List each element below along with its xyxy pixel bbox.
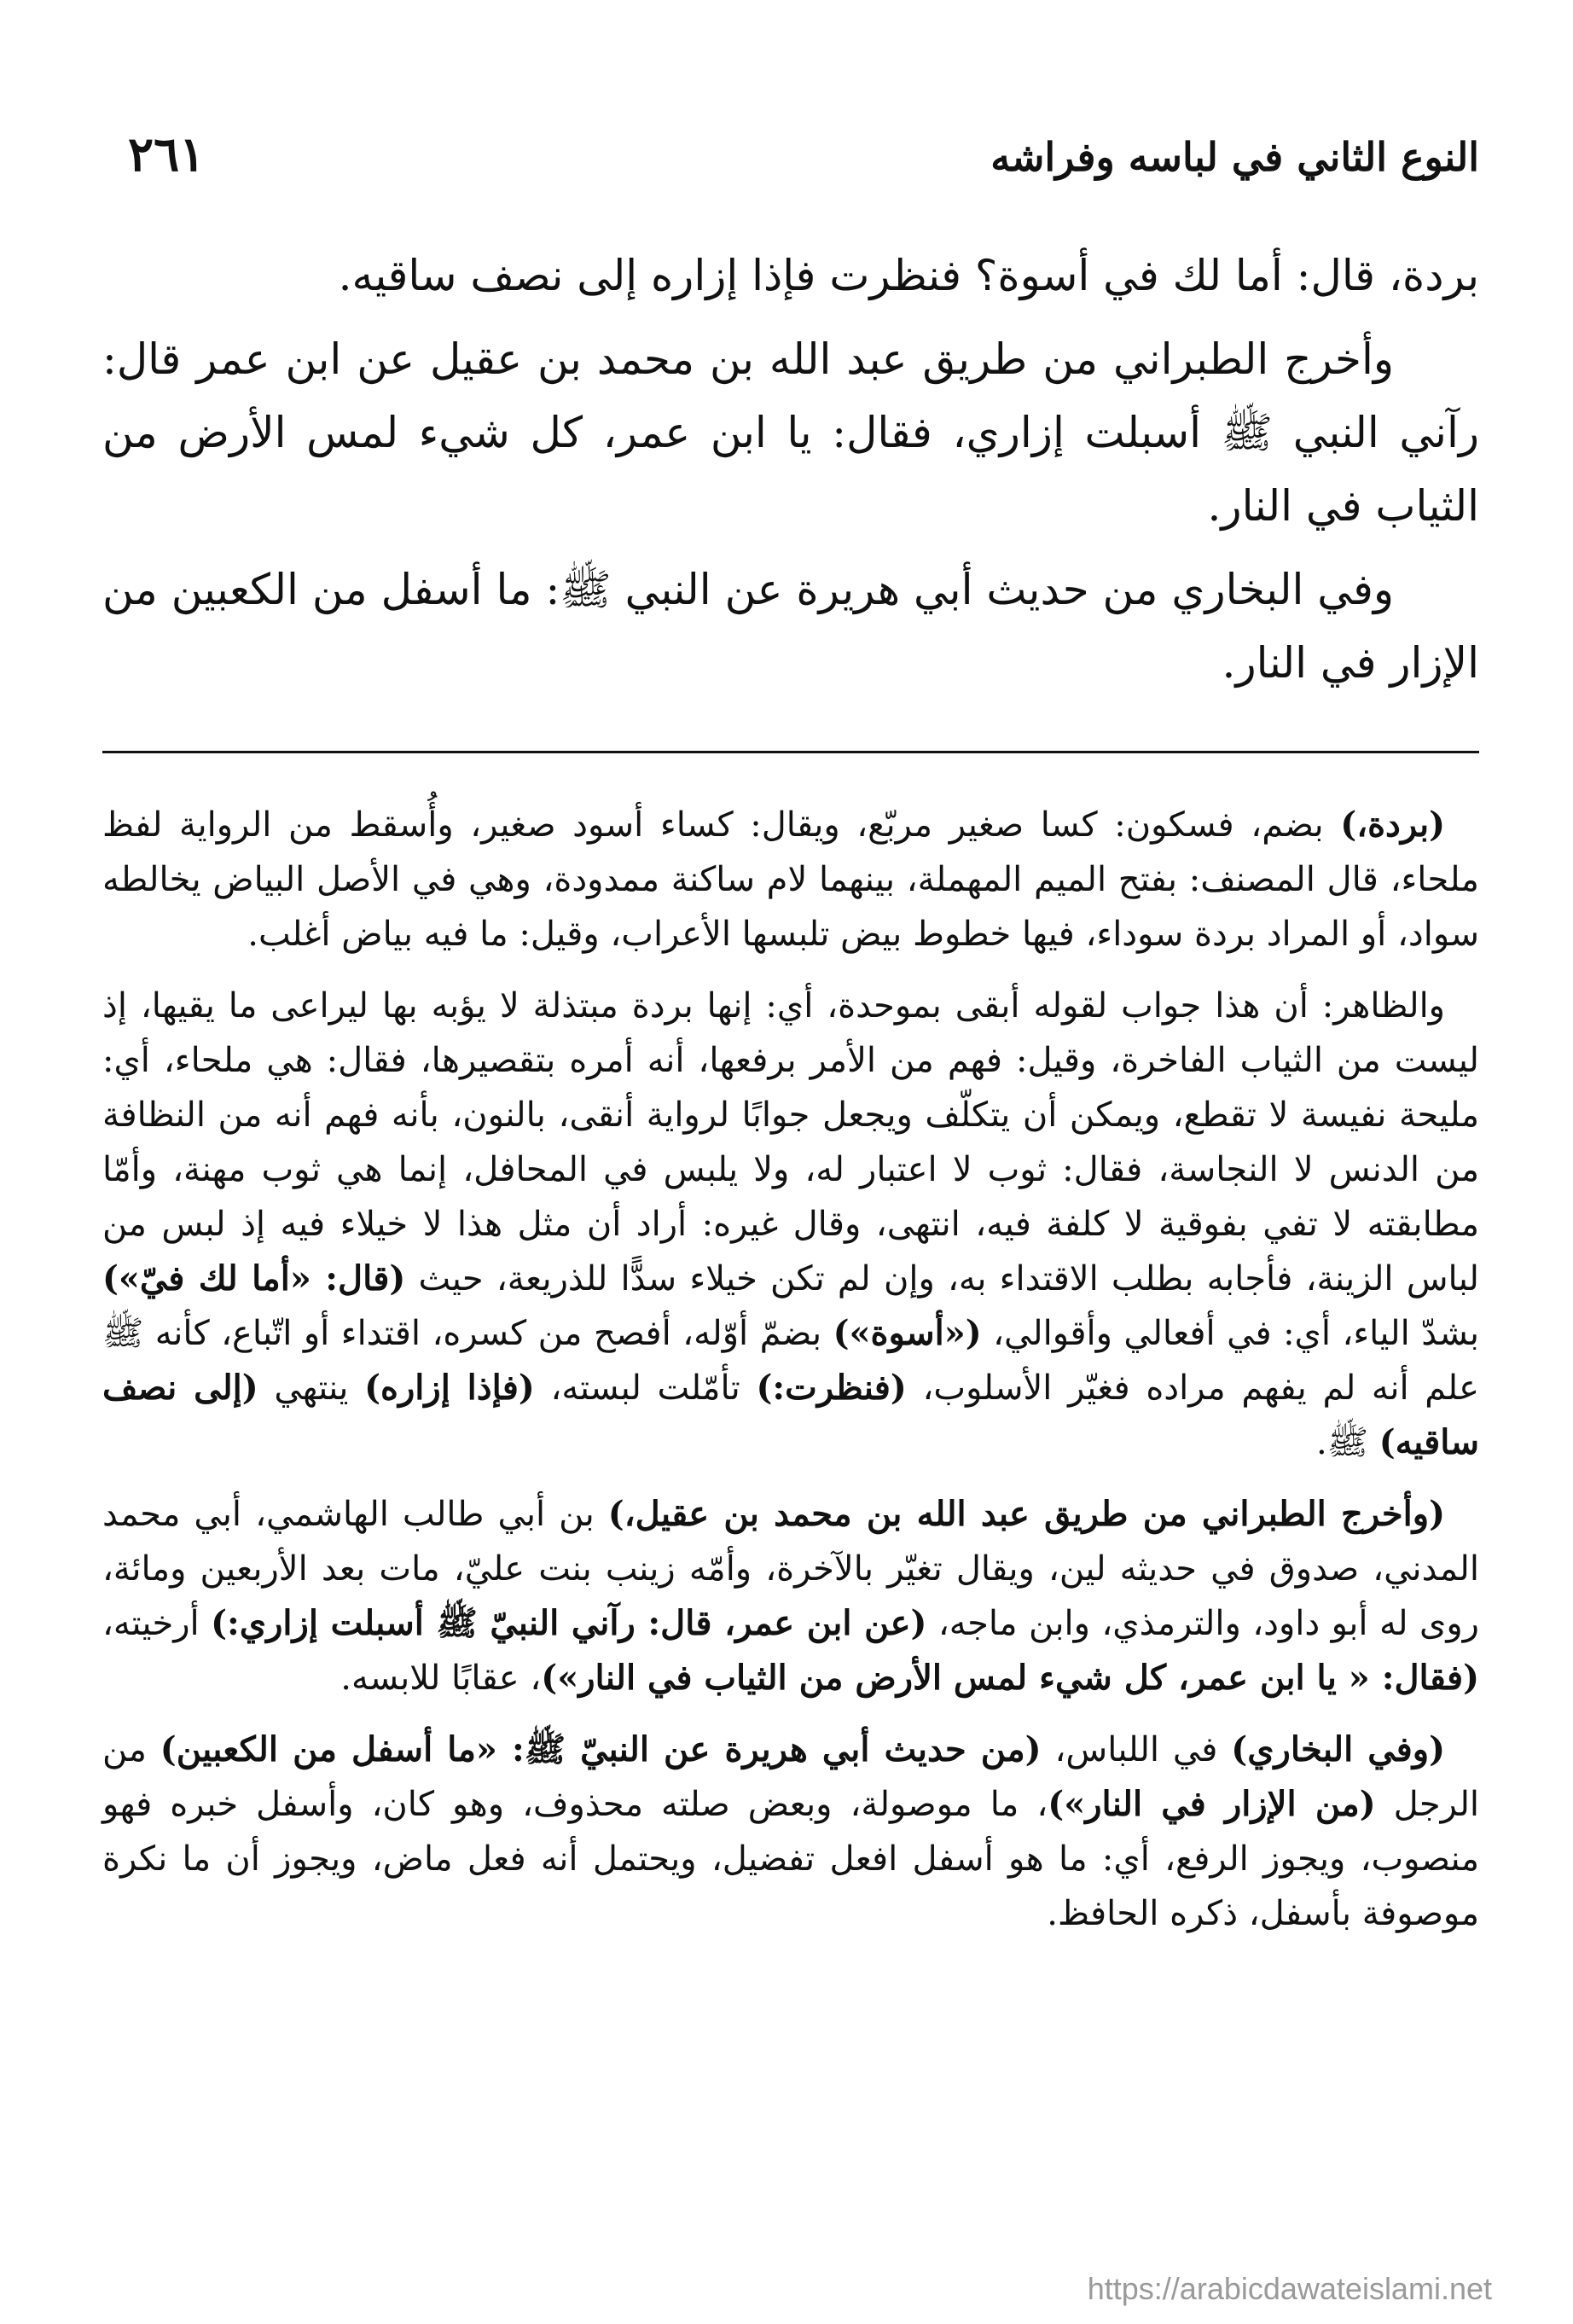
watermark-url: https://arabicdawateislami.net bbox=[1087, 2271, 1492, 2306]
bold-segment: (وأخرج الطبراني من طريق عبد الله بن محمد بن عقيل،) bbox=[607, 1494, 1446, 1534]
bold-segment: (عن ابن عمر، قال: رآني النبيّ ﷺ أسبلت إزاري:) bbox=[211, 1603, 927, 1643]
header-title: النوع الثاني في لباسه وفراشه bbox=[990, 134, 1479, 180]
text-segment: والظاهر: أن هذا جواب لقوله أبقى بموحدة، أي: إنها بردة مبتذلة لا يؤبه بها ليراعى ما يقيها، إذ ليست من الثياب الفاخرة، وقيل: فهم من الأمر برفعها، أنه أمره بتقصيرها، فقال: هي ملحاء، أي: مليحة نفيسة لا تقطع، ويمكن أن يتكلّف ويجعل جوابًا لرواية أنقى، بالنون، بأنه فهم أنه من النظافة من الدنس لا النجاسة، فقال: ثوب لا اعتبار له، ولا يلبس في المحافل، إنما هي ثوب مهنة، وأمّا مطابقته لا تفي بفوقية لا كلفة فيه، انتهى، وقال غيره: أراد أن مثل هذا لا خيلاء فيه إذ لبس من لباس الزينة، فأجابه بطلب الاقتداء به، وإن لم تكن خيلاء سدًّا للذريعة، حيث bbox=[102, 986, 1479, 1299]
main-paragraph-1: بردة، قال: أما لك في أسوة؟ فنظرت فإذا إزاره إلى نصف ساقيه. bbox=[338, 251, 1479, 300]
text-segment: بن أبي طالب الهاشمي، أبي محمد المدني، صدوق في حديثه لين، ويقال تغيّر بالآخرة، وأمّه زينب بنت عليّ، مات بعد الأربعين ومائة، روى له أبو داود، والترمذي، وابن ماجه، bbox=[102, 1495, 1479, 1643]
text-segment: ، عقابًا للابسه. bbox=[340, 1659, 542, 1698]
bold-segment: («أسوة») bbox=[833, 1313, 982, 1353]
bold-segment: (بردة،) bbox=[1340, 805, 1445, 845]
bold-segment: (قال: «أما لك فيّ») bbox=[102, 1258, 406, 1299]
text-segment: بضمّ أوّله، أفصح من كسره، اقتداء أو اتّباع، كأنه ﷺ علم أنه لم يفهم مراده فغيّر الأسلوب، bbox=[102, 1314, 1480, 1408]
main-paragraph-2: وأخرج الطبراني من طريق عبد الله بن محمد بن عقيل عن ابن عمر قال: رآني النبي ﷺ أسبلت إزاري، فقال: يا ابن عمر، كل شيء لمس الأرض من الثياب في النار. bbox=[102, 334, 1479, 531]
text-segment: ، ما موصولة، وبعض صلته محذوف، وهو كان، وأسفل خبره فهو منصوب، ويجوز الرفع، أي: ما هو أسفل افعل تفضيل، ويحتمل أنه فعل ماض، ويجوز أن ما نكرة موصوفة بأسفل، ذكره الحافظ. bbox=[102, 1785, 1479, 1933]
bold-segment: (فإذا إزاره) bbox=[364, 1368, 535, 1408]
commentary-paragraph-1 bbox=[102, 798, 1479, 962]
text-segment: ﷺ. bbox=[1315, 1423, 1379, 1462]
text-segment: من الرجل bbox=[102, 1730, 1480, 1824]
main-paragraph-3: وفي البخاري من حديث أبي هريرة عن النبي ﷺ: ما أسفل من الكعبين من الإزار في النار. bbox=[102, 565, 1479, 688]
bold-segment: (من الإزار في النار») bbox=[1048, 1784, 1376, 1824]
commentary-paragraph-4 bbox=[102, 1723, 1479, 1941]
text-segment: ينتهي bbox=[258, 1368, 365, 1408]
commentary-paragraph-3 bbox=[102, 1487, 1479, 1705]
footnote-divider bbox=[102, 751, 1479, 753]
running-header bbox=[128, 126, 1479, 186]
page-number: ٢٦١ bbox=[128, 126, 206, 183]
bold-segment: (فنظرت:) bbox=[756, 1368, 907, 1408]
commentary-paragraph-2 bbox=[102, 979, 1479, 1470]
main-text bbox=[102, 239, 1479, 710]
bold-segment: (فقال: « يا ابن عمر، كل شيء لمس الأرض من الثياب في النار») bbox=[541, 1658, 1479, 1698]
bold-segment: (إلى نصف ساقيه) bbox=[102, 1368, 1479, 1462]
commentary bbox=[102, 798, 1479, 1958]
bold-segment: (وفي البخاري) bbox=[1231, 1729, 1445, 1769]
text-segment: تأمّلت لبسته، bbox=[534, 1368, 757, 1408]
bold-segment: (من حديث أبي هريرة عن النبيّ ﷺ: «ما أسفل من الكعبين) bbox=[160, 1729, 1042, 1769]
text-segment: بشدّ الياء، أي: في أفعالي وأقوالي، bbox=[981, 1314, 1480, 1353]
text-segment: بضم، فسكون: كسا صغير مربّع، ويقال: كساء أسود صغير، وأُسقط من الرواية لفظ ملحاء، قال المصنف: بفتح الميم المهملة، بينهما لام ساكنة ممدودة، وهي في الأصل البياض يخالطه سواد، أو المراد بردة سوداء، فيها خطوط بيض تلبسها الأعراب، وقيل: ما فيه بياض أغلب. bbox=[102, 805, 1479, 954]
text-segment: أرخيته، bbox=[102, 1604, 212, 1643]
text-segment: في اللباس، bbox=[1041, 1730, 1232, 1769]
